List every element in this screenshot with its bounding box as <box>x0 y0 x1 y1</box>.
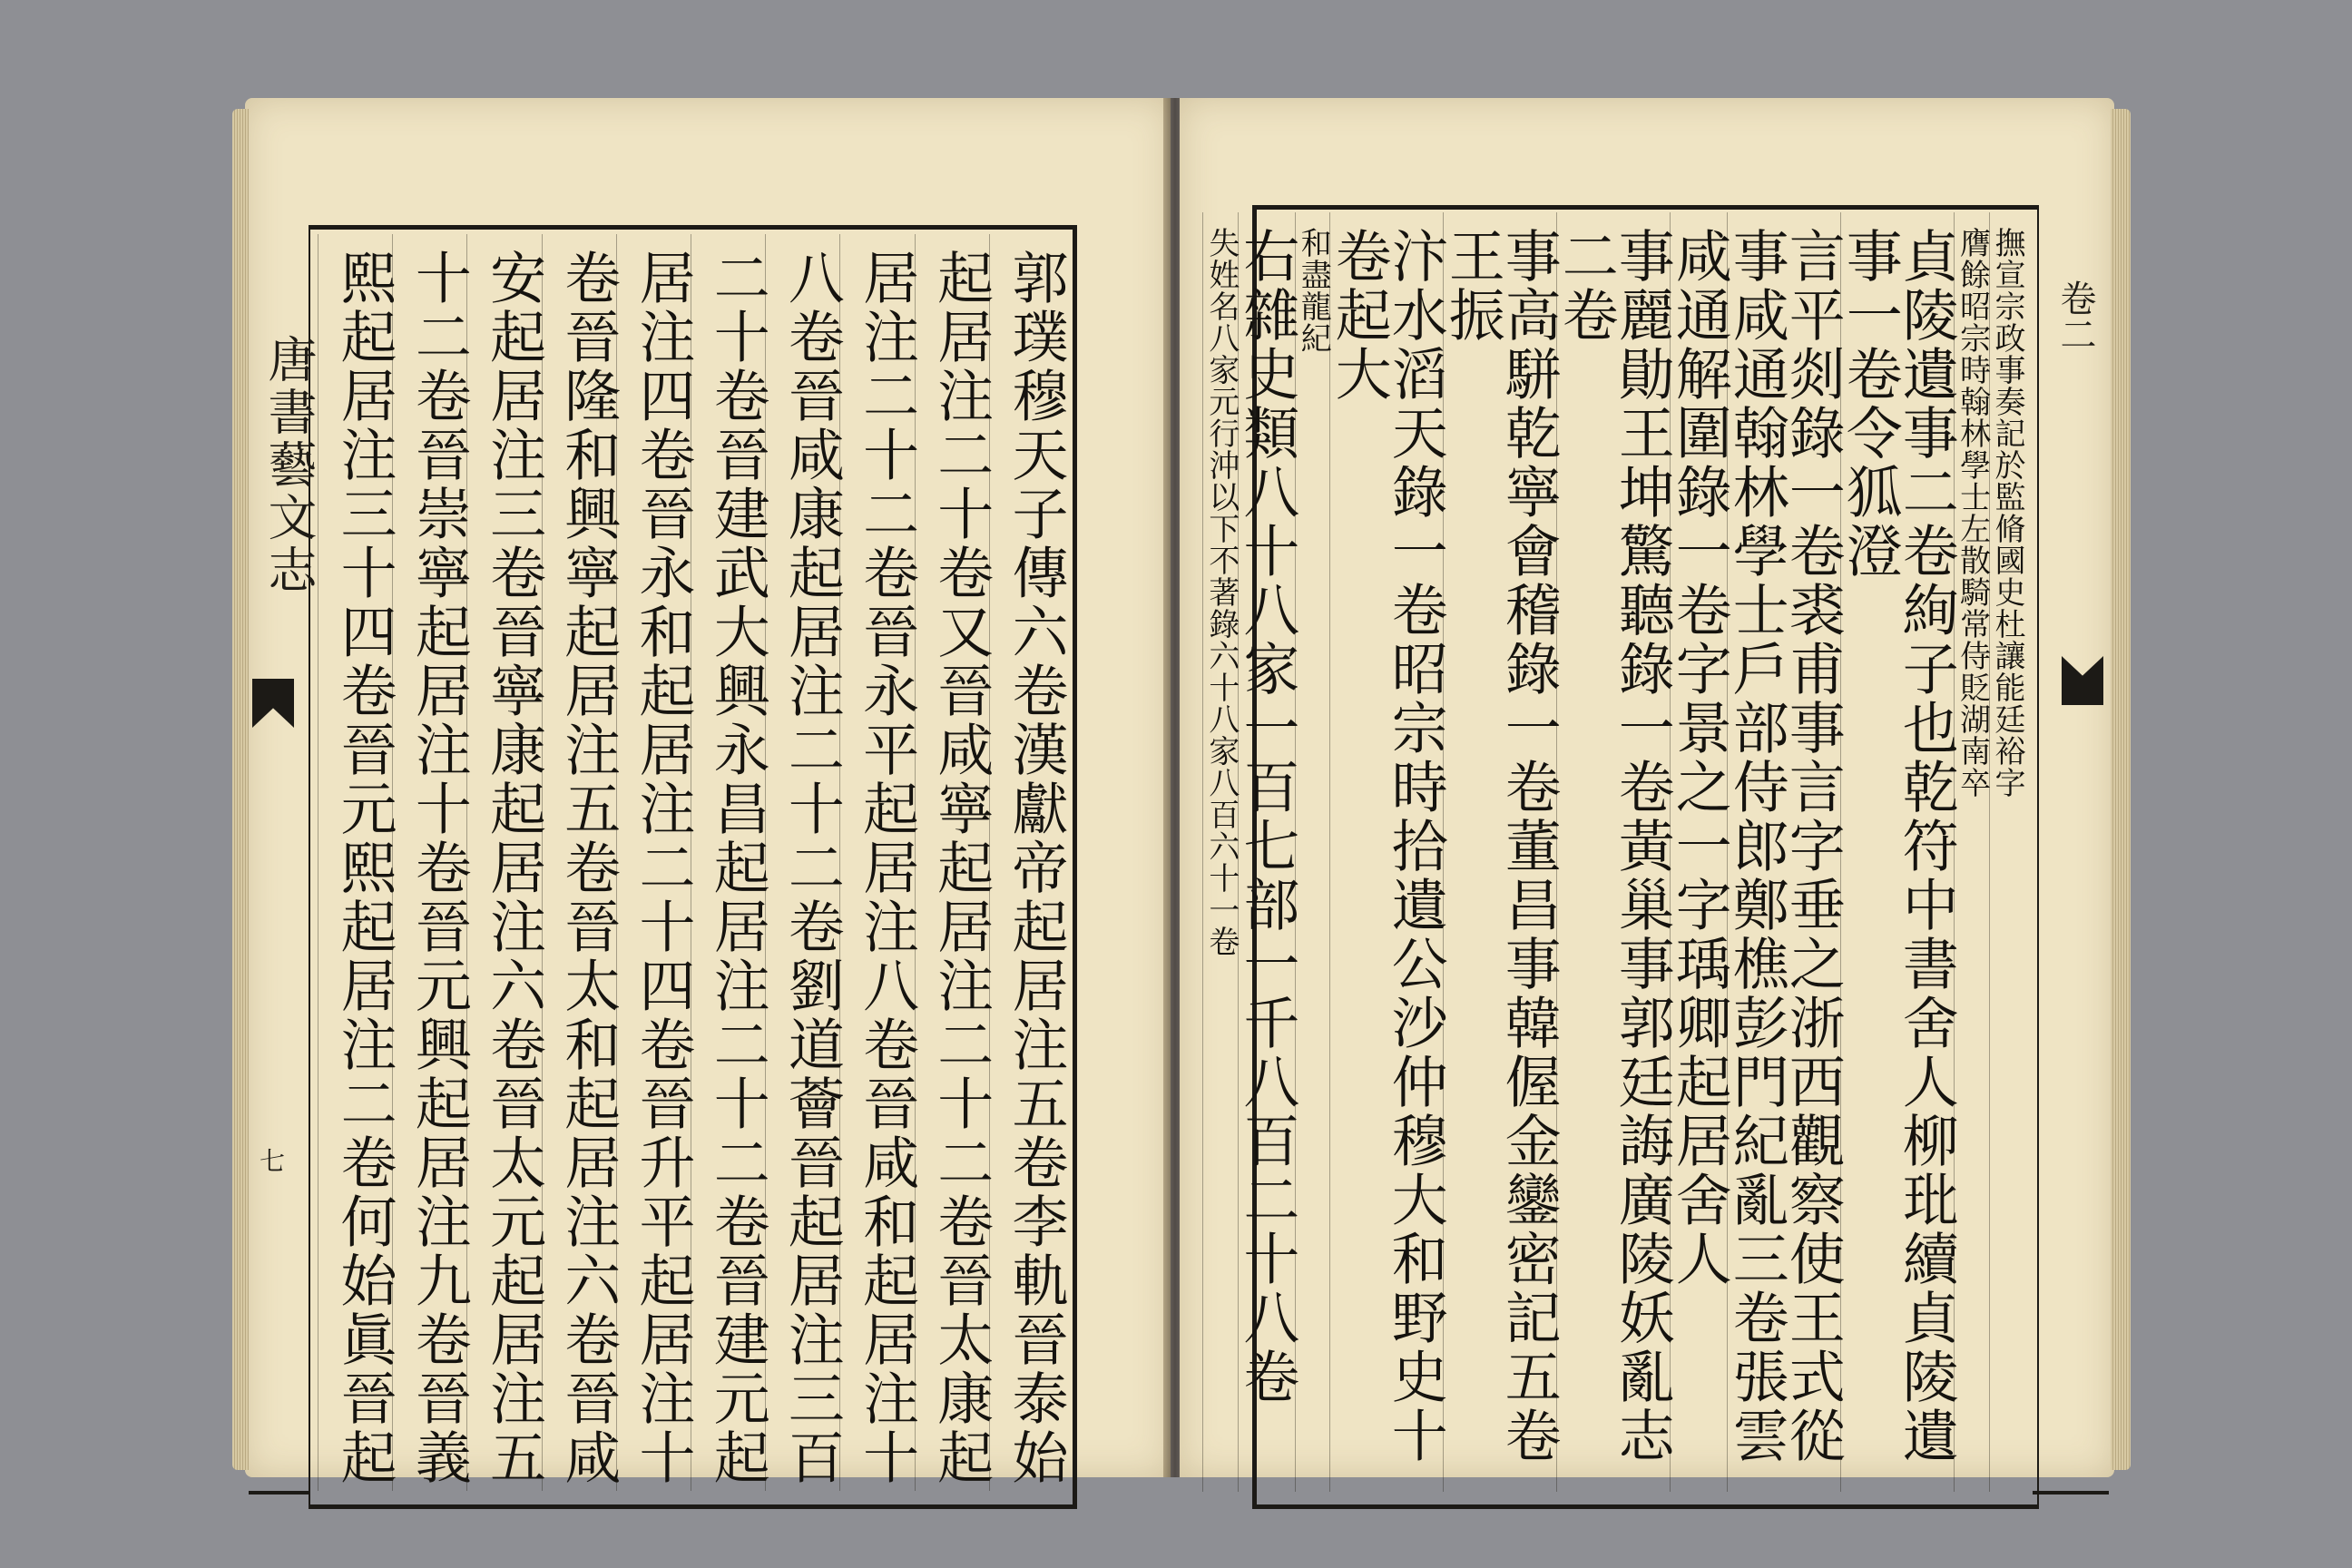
text-column: 居注四卷晉永和起居注二十四卷晉升平起居注十 <box>616 234 691 1491</box>
fish-tail-mark-right <box>2062 656 2103 705</box>
text-columns-left <box>318 234 1069 1491</box>
text-column: 熙起居注三十四卷晉元熙起居注二卷何始眞晉起 <box>318 234 392 1491</box>
right-page <box>1180 98 2114 1477</box>
band-rule-right <box>2033 1491 2109 1494</box>
text-column: 十二卷晉崇寧起居注十卷晉元興起居注九卷晉義 <box>392 234 466 1491</box>
text-column: 失姓名八家元行沖以下不著錄六十八家八百六十一卷 <box>1202 212 1237 1492</box>
folio-number: 七 <box>260 1146 286 1176</box>
text-column: 安起居注三卷晉寧康起居注六卷晉太元起居注五 <box>466 234 541 1491</box>
text-column: 咸通解圍錄一卷字景之一字瑀卿起居舍人 <box>1670 212 1727 1492</box>
text-column: 卷晉隆和興寧起居注五卷晉太和起居注六卷晉咸 <box>542 234 616 1491</box>
text-column: 撫宣宗政事奏記於監脩國史杜讓能廷裕字 <box>1989 212 2024 1492</box>
page-edges-right <box>2111 109 2131 1470</box>
open-book <box>245 98 2114 1487</box>
text-column: 言平剡錄一卷裘甫事言字垂之浙西觀察使王式從事咸通翰林學士戶部侍郎鄭樵彭門紀亂三卷張雲 <box>1727 212 1840 1492</box>
text-columns-right <box>1202 212 2025 1492</box>
text-column: 二十卷晉建武大興永昌起居注二十二卷晉建元起 <box>691 234 765 1491</box>
text-column: 事高駢乾寧會稽錄一卷董昌事韓偓金鑾密記五卷王振 <box>1443 212 1556 1492</box>
text-column: 郭璞穆天子傳六卷漢獻帝起居注五卷李軌晉泰始 <box>989 234 1063 1491</box>
band-title-right: 卷二 <box>2054 279 2096 352</box>
fish-tail-mark-left <box>252 679 294 728</box>
page-edges-left <box>232 109 249 1470</box>
text-column: 貞陵遺事二卷絢子也乾符中書舍人柳玭續貞陵遺事一卷令狐澄 <box>1840 212 1954 1492</box>
text-column: 汴水滔天錄一卷昭宗時拾遺公沙仲穆大和野史十卷起大 <box>1329 212 1443 1492</box>
text-column: 膺餘昭宗時翰林學士左散騎常侍貶湖南卒 <box>1954 212 1988 1492</box>
text-column: 八卷晉咸康起居注二十二卷劉道薈晉起居注三百 <box>765 234 839 1491</box>
text-column: 右雜史類八十八家一百七部一千八百二十八卷 <box>1238 212 1295 1492</box>
text-column: 居注二十二卷晉永平起居注八卷晉咸和起居注十 <box>839 234 914 1491</box>
band-title-left: 唐書藝文志 <box>260 334 318 597</box>
text-column: 事麗勛王坤驚聽錄一卷黃巢事郭廷誨廣陵妖亂志二卷 <box>1556 212 1670 1492</box>
text-column: 起居注二十卷又晉咸寧起居注二十二卷晉太康起 <box>915 234 989 1491</box>
left-page <box>245 98 1171 1487</box>
band-rule-left <box>249 1491 309 1494</box>
text-column: 和盡龍紀 <box>1295 212 1329 1492</box>
